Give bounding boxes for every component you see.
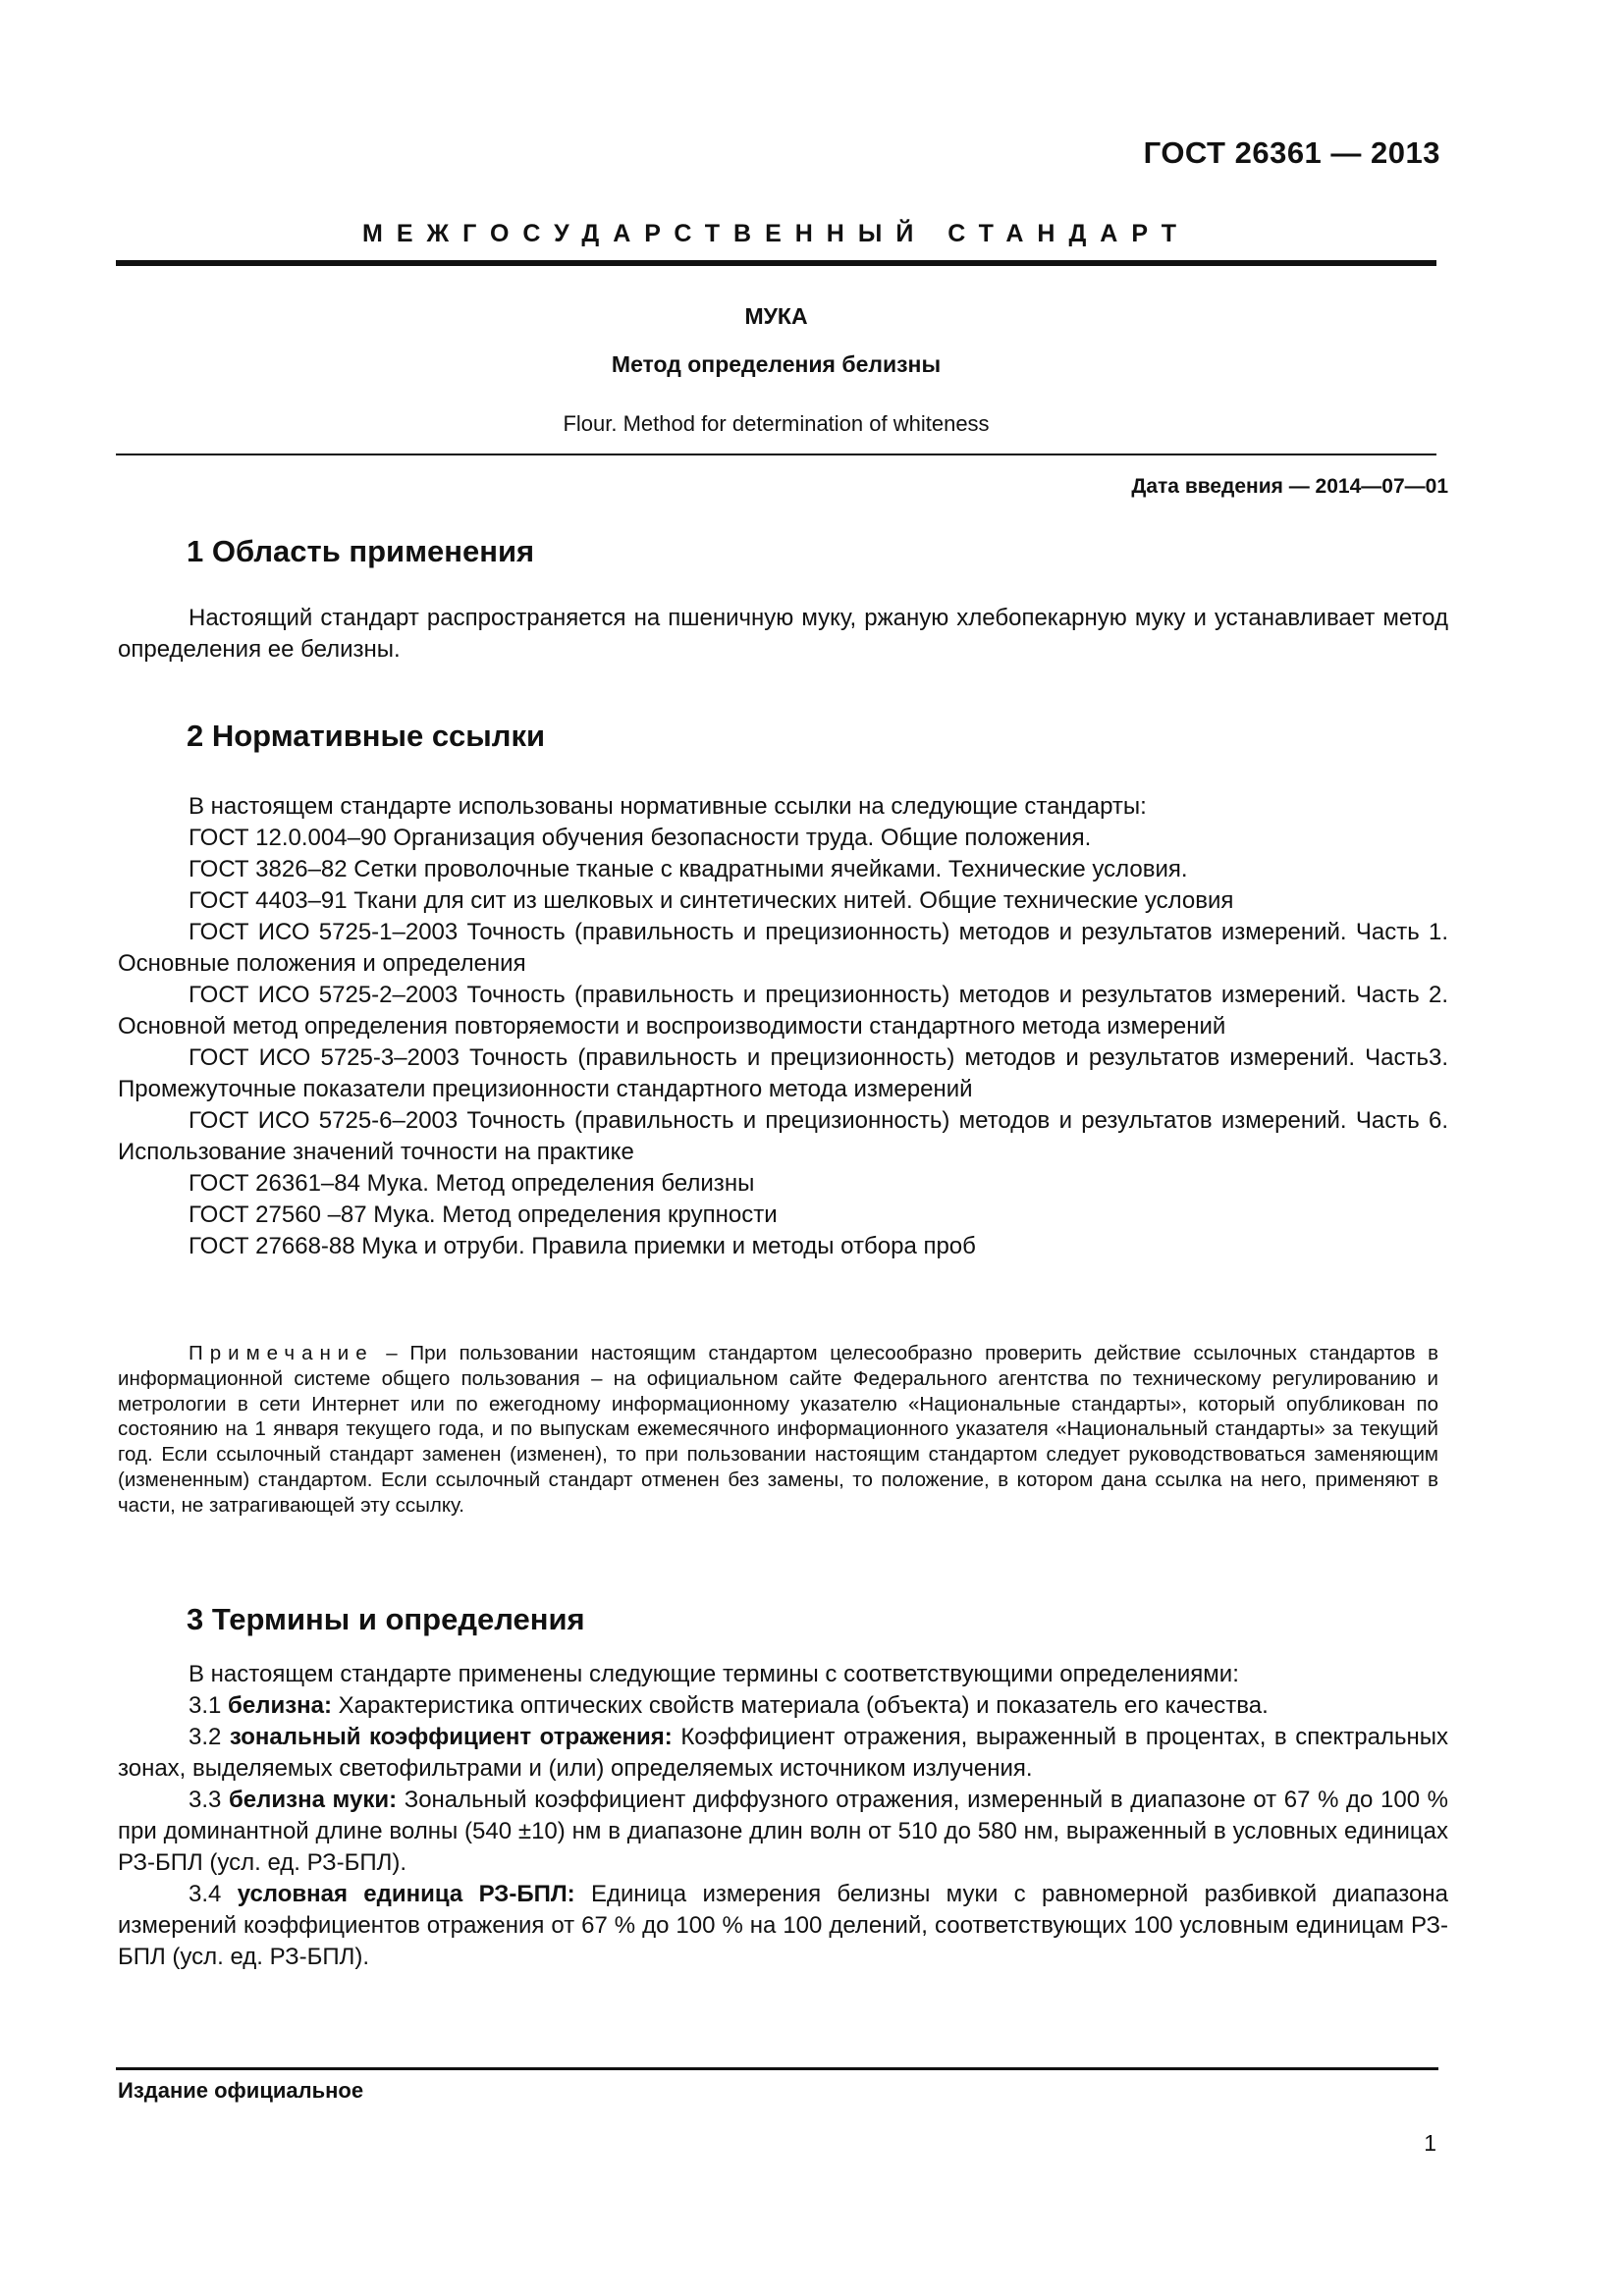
terms-intro: В настоящем стандарте применены следующие термины с соответствующими определениями: xyxy=(189,1661,1239,1687)
section-3-heading: 3 Термины и определения xyxy=(187,1602,585,1636)
term-definition: Зональный коэффициент диффузного отражения, измеренный в диапазоне от 67 % до 100 % при доминантной длине волны (540 ±10) нм в диапазоне длин волн от 510 до 580 нм, выраженный в условных единицах РЗ-БПЛ (усл. ед. РЗ-БПЛ). xyxy=(118,1787,1448,1876)
footer-divider xyxy=(116,2067,1438,2070)
references-intro: В настоящем стандарте использованы нормативные ссылки на следующие стандарты: xyxy=(189,793,1147,820)
section-1-paragraph: Настоящий стандарт распространяется на пшеничную муку, ржаную хлебопекарную муку и устанавливает метод определения ее белизны. xyxy=(118,605,1448,663)
term-name: белизна муки: xyxy=(228,1787,398,1813)
reference-item: ГОСТ 26361–84 Мука. Метод определения белизны xyxy=(189,1170,755,1197)
reference-item: ГОСТ ИСО 5725-2–2003 Точность (правильность и прецизионность) методов и результатов измерений. Часть 2. Основной метод определения повторяемости и воспроизводимости стандартного метода измерений xyxy=(118,982,1448,1040)
term-number: 3.4 xyxy=(189,1881,238,1907)
term-name: белизна: xyxy=(228,1692,332,1719)
document-subtitle: Метод определения белизны xyxy=(611,351,942,377)
note-text: – При пользовании настоящим стандартом целесообразно проверить действие ссылочных стандартов в информационной системе общего пользования – на официальном сайте Федерального агентства по техническому регулированию и метрологии в сети Интернет или по ежегодному информационному указателю «Национальные стандарты», который опубликован по состоянию на 1 января текущего года, и по выпускам ежемесячного информационного указателя «Национальный стандарты» за текущий год. Если ссылочный стандарт заменен (изменен), то при пользовании настоящим стандартом следует руководствоваться заменяющим (измененным) стандартом. Если ссылочный стандарт отменен без замены, то положение, в котором дана ссылка на него, применяют в части, не затрагивающей эту ссылку. xyxy=(118,1342,1438,1517)
reference-item: ГОСТ ИСО 5725-3–2003 Точность (правильность и прецизионность) методов и результатов измерений. Часть3. Промежуточные показатели прецизионности стандартного метода измерений xyxy=(118,1044,1448,1102)
references-note xyxy=(118,1341,1438,1519)
header-divider xyxy=(116,260,1436,266)
reference-item: ГОСТ ИСО 5725-1–2003 Точность (правильность и прецизионность) методов и результатов измерений. Часть 1. Основные положения и определения xyxy=(118,919,1448,977)
section-2-heading: 2 Нормативные ссылки xyxy=(187,719,546,753)
term-item xyxy=(118,1722,1448,1785)
term-definition: Коэффициент отражения, выраженный в процентах, в спектральных зонах, выделяемых светофильтрами и (или) определяемых источником излучения. xyxy=(118,1724,1449,1782)
english-title: Flour. Method for determination of whiteness xyxy=(563,411,990,436)
reference-item: ГОСТ ИСО 5725-6–2003 Точность (правильность и прецизионность) методов и результатов измерений. Часть 6. Использование значений точности на практике xyxy=(118,1107,1448,1165)
interstate-standard-label: МЕЖГОСУДАРСТВЕННЫЙ СТАНДАРТ xyxy=(362,220,1190,247)
terms-and-definitions xyxy=(118,1659,1448,1973)
reference-item: ГОСТ 27668-88 Мука и отруби. Правила приемки и методы отбора проб xyxy=(189,1233,976,1259)
section-1-body xyxy=(118,603,1448,666)
term-number: 3.2 xyxy=(189,1724,230,1750)
term-number: 3.3 xyxy=(189,1787,229,1813)
term-name: зональный коэффициент отражения: xyxy=(229,1724,673,1750)
term-item xyxy=(118,1879,1448,1973)
normative-references-list xyxy=(118,791,1448,1262)
term-number: 3.1 xyxy=(189,1692,229,1719)
term-definition: Характеристика оптических свойств материала (объекта) и показатель его качества. xyxy=(331,1692,1269,1719)
standard-number: ГОСТ 26361 — 2013 xyxy=(1143,135,1440,170)
term-item xyxy=(118,1785,1448,1879)
section-1-heading: 1 Область применения xyxy=(187,534,535,568)
note-label: Примечание xyxy=(189,1342,374,1364)
reference-item: ГОСТ 3826–82 Сетки проволочные тканые с квадратными ячейками. Технические условия. xyxy=(189,856,1188,882)
reference-item: ГОСТ 12.0.004–90 Организация обучения безопасности труда. Общие положения. xyxy=(189,825,1092,851)
term-item xyxy=(118,1690,1448,1722)
term-definition: Единица измерения белизны муки с равномерной разбивкой диапазона измерений коэффициентов отражения от 67 % до 100 % на 100 делений, соответствующих 100 условным единицам РЗ-БПЛ (усл. ед. РЗ-БПЛ). xyxy=(118,1881,1448,1970)
reference-item: ГОСТ 4403–91 Ткани для сит из шелковых и синтетических нитей. Общие технические условия xyxy=(189,887,1234,914)
edition-label: Издание официальное xyxy=(118,2078,364,2103)
introduction-date: Дата введения — 2014—07—01 xyxy=(1131,475,1448,498)
term-name: условная единица РЗ-БПЛ: xyxy=(237,1881,575,1907)
reference-item: ГОСТ 27560 –87 Мука. Метод определения крупности xyxy=(189,1201,778,1228)
title-divider xyxy=(116,454,1436,455)
page-number: 1 xyxy=(1424,2130,1436,2156)
document-title: МУКА xyxy=(744,303,808,329)
